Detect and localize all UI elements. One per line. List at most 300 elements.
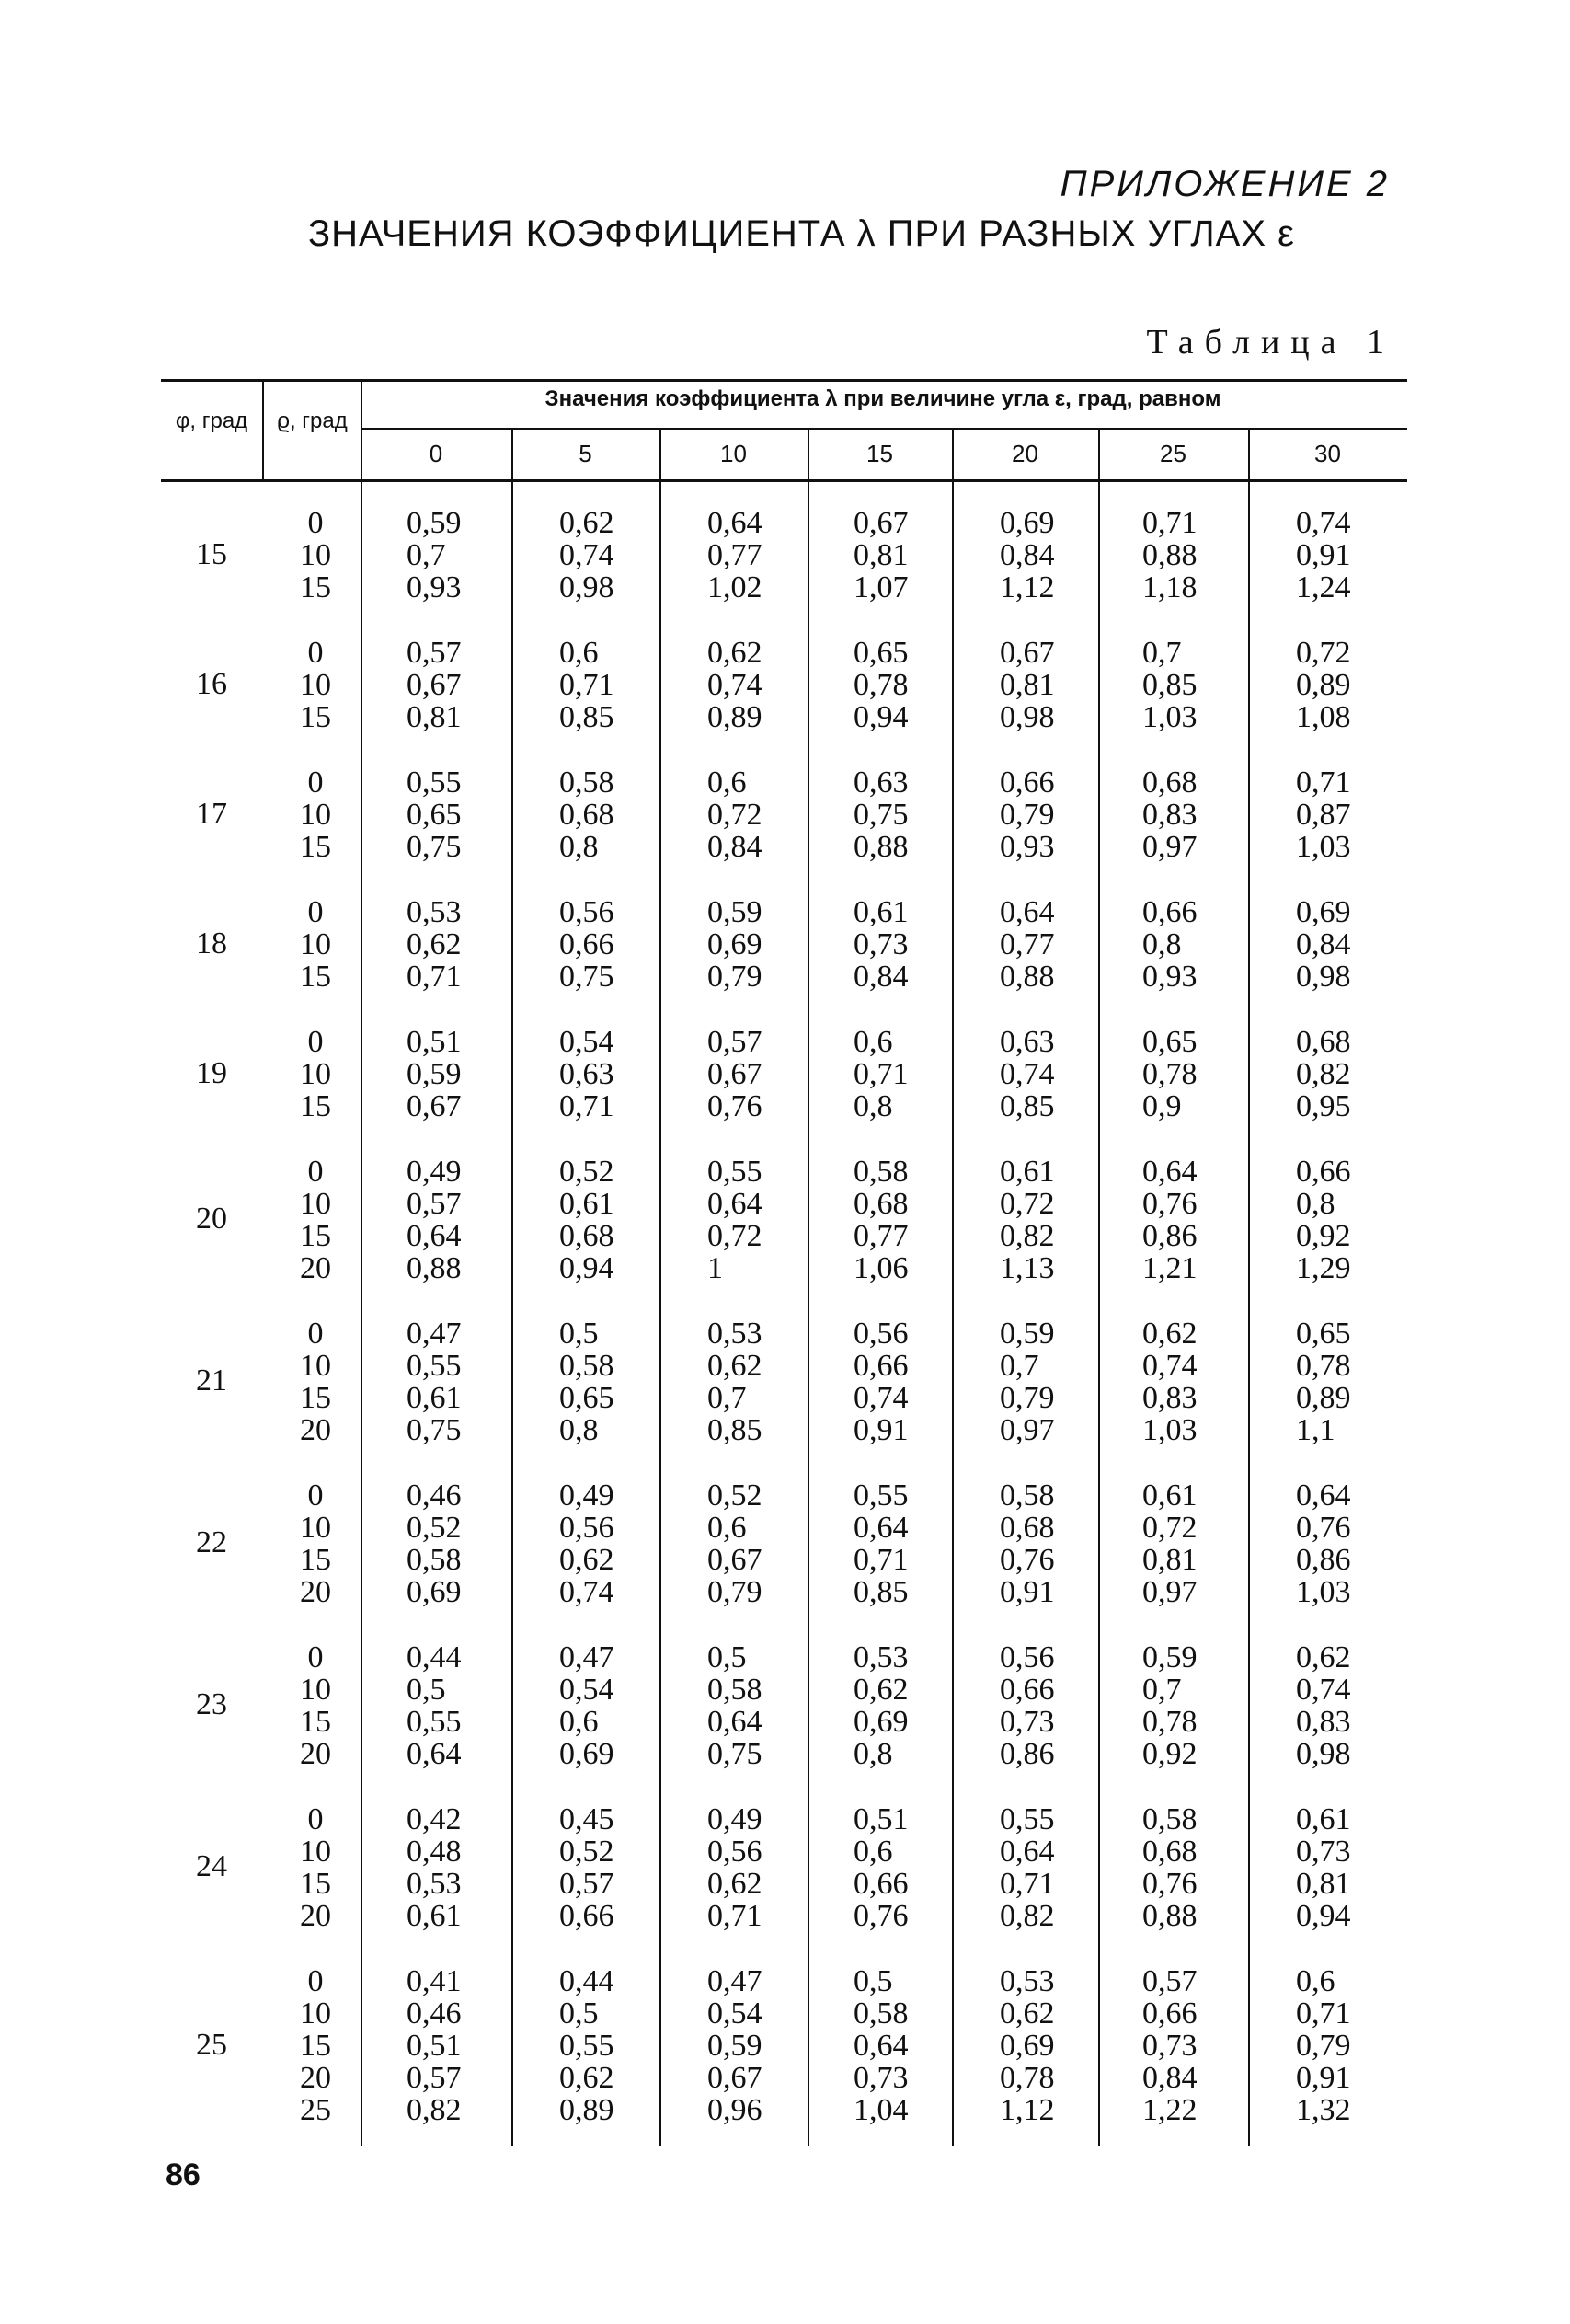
lambda-value: 0,64 [707, 506, 762, 540]
lambda-value: 0,66 [1296, 1155, 1351, 1189]
divider-rho-values [361, 379, 362, 2146]
lambda-value: 0,52 [559, 1835, 614, 1869]
page-number: 86 [166, 2157, 201, 2192]
table-top-rule [161, 379, 1407, 382]
lambda-value: 0,81 [407, 700, 462, 734]
lambda-value: 0,69 [854, 1705, 909, 1739]
header-bottom-rule [161, 479, 1407, 482]
lambda-value: 0,85 [1142, 668, 1198, 702]
lambda-value: 0,64 [707, 1187, 762, 1221]
lambda-value: 0,59 [407, 506, 462, 540]
lambda-value: 0,59 [1000, 1317, 1055, 1351]
lambda-value: 0,8 [1296, 1187, 1335, 1221]
lambda-value: 0,81 [854, 538, 909, 572]
lambda-value: 0,64 [707, 1705, 762, 1739]
lambda-value: 0,58 [1000, 1478, 1055, 1513]
lambda-value: 0,58 [854, 1996, 909, 2031]
phi-value: 23 [196, 1687, 227, 1721]
lambda-value: 0,67 [1000, 636, 1055, 670]
lambda-value: 0,91 [1296, 538, 1351, 572]
lambda-value: 0,84 [1000, 538, 1055, 572]
divider-eps-5 [511, 428, 513, 2146]
lambda-value: 0,89 [1296, 668, 1351, 702]
header-eps-0: 0 [429, 440, 443, 467]
table-label: Таблица 1 [1146, 323, 1395, 362]
lambda-value: 0,82 [1000, 1899, 1055, 1933]
lambda-value: 0,78 [1296, 1349, 1351, 1383]
lambda-value: 0,76 [1142, 1187, 1198, 1221]
lambda-value: 1,03 [1296, 830, 1351, 864]
lambda-value: 0,85 [854, 1575, 909, 1609]
rho-value: 0 [307, 1025, 324, 1059]
main-title: ЗНАЧЕНИЯ КОЭФФИЦИЕНТА λ ПРИ РАЗНЫХ УГЛАХ ε [308, 213, 1295, 254]
lambda-value: 0,47 [407, 1317, 462, 1351]
lambda-value: 0,56 [854, 1317, 909, 1351]
rho-value: 20 [300, 1575, 331, 1609]
rho-value: 0 [307, 1155, 324, 1189]
lambda-value: 0,5 [707, 1640, 747, 1674]
lambda-value: 0,85 [707, 1413, 762, 1447]
lambda-value: 0,85 [559, 700, 614, 734]
lambda-value: 0,76 [854, 1899, 909, 1933]
span-header-rule [361, 428, 1407, 430]
lambda-value: 0,8 [559, 1413, 599, 1447]
lambda-value: 0,61 [1000, 1155, 1055, 1189]
lambda-value: 0,54 [707, 1996, 762, 2031]
lambda-value: 0,44 [559, 1964, 614, 1998]
lambda-value: 0,49 [707, 1802, 762, 1836]
lambda-value: 0,8 [1142, 927, 1182, 961]
lambda-value: 0,78 [1142, 1705, 1198, 1739]
lambda-value: 0,62 [559, 1543, 614, 1577]
lambda-value: 0,71 [1296, 1996, 1351, 2031]
lambda-value: 0,86 [1296, 1543, 1351, 1577]
lambda-value: 0,59 [707, 2029, 762, 2063]
phi-value: 18 [196, 926, 227, 961]
lambda-value: 0,58 [559, 1349, 614, 1383]
lambda-value: 0,77 [707, 538, 762, 572]
lambda-value: 0,67 [407, 668, 462, 702]
divider-eps-15 [808, 428, 809, 2146]
lambda-value: 0,81 [1296, 1867, 1351, 1901]
lambda-value: 0,55 [407, 1705, 462, 1739]
lambda-value: 0,55 [407, 765, 462, 800]
lambda-value: 0,62 [1296, 1640, 1351, 1674]
lambda-value: 0,54 [559, 1673, 614, 1707]
lambda-value: 0,42 [407, 1802, 462, 1836]
rho-value: 10 [300, 538, 331, 572]
lambda-value: 0,75 [407, 1413, 462, 1447]
lambda-value: 0,68 [1296, 1025, 1351, 1059]
lambda-value: 0,61 [407, 1381, 462, 1415]
lambda-value: 0,85 [1000, 1089, 1055, 1123]
lambda-value: 0,64 [1000, 1835, 1055, 1869]
lambda-value: 0,63 [1000, 1025, 1055, 1059]
lambda-value: 0,76 [707, 1089, 762, 1123]
rho-value: 15 [300, 2029, 331, 2063]
lambda-value: 0,84 [1142, 2061, 1198, 2095]
lambda-value: 1,06 [854, 1251, 909, 1285]
divider-eps-20 [952, 428, 954, 2146]
lambda-value: 1,03 [1142, 700, 1198, 734]
rho-value: 10 [300, 1673, 331, 1707]
lambda-value: 0,61 [407, 1899, 462, 1933]
lambda-value: 0,6 [707, 1511, 747, 1545]
lambda-value: 0,82 [1296, 1057, 1351, 1091]
lambda-value: 0,72 [1296, 636, 1351, 670]
lambda-value: 0,72 [707, 798, 762, 832]
lambda-value: 1,12 [1000, 570, 1055, 604]
rho-value: 15 [300, 570, 331, 604]
lambda-value: 1,24 [1296, 570, 1351, 604]
lambda-value: 0,91 [854, 1413, 909, 1447]
lambda-value: 0,49 [407, 1155, 462, 1189]
lambda-value: 0,57 [707, 1025, 762, 1059]
lambda-value: 0,79 [707, 960, 762, 994]
lambda-value: 0,95 [1296, 1089, 1351, 1123]
lambda-value: 0,8 [559, 830, 599, 864]
lambda-value: 0,48 [407, 1835, 462, 1869]
header-eps-15: 15 [866, 440, 893, 467]
lambda-value: 0,69 [1000, 506, 1055, 540]
lambda-value: 0,57 [559, 1867, 614, 1901]
rho-value: 20 [300, 1251, 331, 1285]
lambda-value: 0,7 [1000, 1349, 1039, 1383]
rho-value: 15 [300, 700, 331, 734]
phi-value: 20 [196, 1202, 227, 1236]
lambda-value: 0,71 [1142, 506, 1198, 540]
lambda-value: 0,65 [407, 798, 462, 832]
lambda-value: 0,71 [407, 960, 462, 994]
lambda-value: 0,73 [854, 2061, 909, 2095]
divider-eps-25 [1098, 428, 1100, 2146]
lambda-value: 0,53 [407, 895, 462, 929]
lambda-value: 0,6 [559, 636, 599, 670]
rho-value: 0 [307, 895, 324, 929]
lambda-value: 0,74 [559, 1575, 614, 1609]
lambda-value: 1 [707, 1251, 723, 1285]
rho-value: 0 [307, 1478, 324, 1513]
lambda-value: 0,53 [407, 1867, 462, 1901]
phi-value: 25 [196, 2027, 227, 2062]
lambda-value: 0,5 [559, 1996, 599, 2031]
rho-value: 10 [300, 1187, 331, 1221]
lambda-value: 0,82 [407, 2093, 462, 2127]
lambda-value: 0,64 [1000, 895, 1055, 929]
lambda-value: 1,18 [1142, 570, 1198, 604]
lambda-value: 0,53 [1000, 1964, 1055, 1998]
lambda-value: 0,55 [559, 2029, 614, 2063]
lambda-value: 0,88 [1000, 960, 1055, 994]
lambda-value: 0,57 [407, 1187, 462, 1221]
phi-value: 22 [196, 1525, 227, 1559]
lambda-value: 0,64 [1142, 1155, 1198, 1189]
lambda-value: 0,64 [854, 1511, 909, 1545]
lambda-value: 0,74 [1000, 1057, 1055, 1091]
header-eps-30: 30 [1314, 440, 1341, 467]
lambda-value: 0,51 [407, 2029, 462, 2063]
lambda-value: 0,76 [1000, 1543, 1055, 1577]
header-span-label: Значения коэффициента λ при величине угла ε, град, равном [544, 386, 1221, 411]
lambda-value: 0,67 [707, 1543, 762, 1577]
lambda-value: 0,67 [707, 2061, 762, 2095]
header-phi: φ, град [175, 408, 248, 433]
lambda-value: 0,62 [559, 2061, 614, 2095]
lambda-value: 0,94 [1296, 1899, 1351, 1933]
lambda-value: 0,6 [707, 765, 747, 800]
rho-value: 15 [300, 1867, 331, 1901]
lambda-value: 0,86 [1142, 1219, 1198, 1253]
lambda-value: 0,71 [1000, 1867, 1055, 1901]
lambda-value: 0,79 [1000, 1381, 1055, 1415]
lambda-value: 0,91 [1000, 1575, 1055, 1609]
lambda-value: 0,75 [407, 830, 462, 864]
lambda-value: 0,64 [1296, 1478, 1351, 1513]
lambda-value: 1,08 [1296, 700, 1351, 734]
lambda-value: 0,65 [1296, 1317, 1351, 1351]
phi-value: 21 [196, 1363, 227, 1398]
lambda-value: 0,93 [1142, 960, 1198, 994]
rho-value: 0 [307, 506, 324, 540]
lambda-value: 1,21 [1142, 1251, 1198, 1285]
lambda-value: 0,56 [707, 1835, 762, 1869]
lambda-value: 0,57 [407, 636, 462, 670]
lambda-value: 0,74 [559, 538, 614, 572]
lambda-value: 0,83 [1142, 1381, 1198, 1415]
lambda-value: 0,65 [854, 636, 909, 670]
lambda-value: 0,57 [1142, 1964, 1198, 1998]
lambda-value: 0,58 [707, 1673, 762, 1707]
rho-value: 15 [300, 1705, 331, 1739]
lambda-value: 0,82 [1000, 1219, 1055, 1253]
lambda-value: 0,88 [1142, 538, 1198, 572]
lambda-value: 0,64 [854, 2029, 909, 2063]
lambda-value: 0,58 [559, 765, 614, 800]
lambda-value: 0,61 [559, 1187, 614, 1221]
lambda-value: 0,76 [1142, 1867, 1198, 1901]
lambda-value: 0,93 [407, 570, 462, 604]
lambda-value: 0,79 [1296, 2029, 1351, 2063]
lambda-value: 0,8 [854, 1737, 893, 1771]
lambda-value: 0,98 [1000, 700, 1055, 734]
lambda-value: 0,91 [1296, 2061, 1351, 2095]
lambda-value: 0,41 [407, 1964, 462, 1998]
lambda-value: 0,52 [407, 1511, 462, 1545]
rho-value: 10 [300, 798, 331, 832]
rho-value: 0 [307, 1802, 324, 1836]
rho-value: 10 [300, 927, 331, 961]
lambda-value: 0,56 [559, 1511, 614, 1545]
lambda-value: 1,04 [854, 2093, 909, 2127]
lambda-value: 0,69 [559, 1737, 614, 1771]
rho-value: 15 [300, 960, 331, 994]
divider-eps-10 [659, 428, 661, 2146]
lambda-value: 0,79 [1000, 798, 1055, 832]
rho-value: 20 [300, 1737, 331, 1771]
lambda-value: 0,62 [1142, 1317, 1198, 1351]
lambda-value: 0,66 [1142, 895, 1198, 929]
lambda-value: 0,7 [707, 1381, 747, 1415]
lambda-value: 0,81 [1000, 668, 1055, 702]
rho-value: 0 [307, 1640, 324, 1674]
header-eps-10: 10 [720, 440, 747, 467]
lambda-value: 1,12 [1000, 2093, 1055, 2127]
lambda-value: 0,66 [854, 1349, 909, 1383]
lambda-value: 0,49 [559, 1478, 614, 1513]
rho-value: 20 [300, 2061, 331, 2095]
rho-value: 15 [300, 1089, 331, 1123]
lambda-value: 0,73 [854, 927, 909, 961]
lambda-value: 0,6 [854, 1835, 893, 1869]
lambda-value: 0,66 [854, 1867, 909, 1901]
rho-value: 15 [300, 1219, 331, 1253]
lambda-value: 0,93 [1000, 830, 1055, 864]
lambda-value: 0,98 [559, 570, 614, 604]
lambda-value: 0,97 [1142, 830, 1198, 864]
lambda-value: 0,66 [559, 927, 614, 961]
lambda-value: 0,88 [854, 830, 909, 864]
lambda-value: 0,74 [1296, 506, 1351, 540]
phi-value: 17 [196, 796, 227, 831]
lambda-value: 0,59 [707, 895, 762, 929]
lambda-value: 0,77 [1000, 927, 1055, 961]
lambda-value: 0,69 [1000, 2029, 1055, 2063]
rho-value: 0 [307, 765, 324, 800]
lambda-value: 0,65 [1142, 1025, 1198, 1059]
lambda-value: 0,47 [707, 1964, 762, 1998]
rho-value: 15 [300, 1543, 331, 1577]
rho-value: 0 [307, 636, 324, 670]
lambda-value: 0,64 [407, 1219, 462, 1253]
lambda-value: 0,75 [707, 1737, 762, 1771]
lambda-value: 0,61 [1296, 1802, 1351, 1836]
header-eps-20: 20 [1012, 440, 1038, 467]
lambda-value: 0,67 [407, 1089, 462, 1123]
lambda-value: 0,51 [854, 1802, 909, 1836]
lambda-value: 0,61 [854, 895, 909, 929]
lambda-value: 1,03 [1142, 1413, 1198, 1447]
rho-value: 0 [307, 1964, 324, 1998]
lambda-value: 0,74 [1142, 1349, 1198, 1383]
lambda-value: 0,68 [1142, 765, 1198, 800]
lambda-value: 0,71 [854, 1543, 909, 1577]
divider-phi-rho [262, 379, 264, 480]
lambda-value: 0,83 [1296, 1705, 1351, 1739]
lambda-value: 0,5 [407, 1673, 446, 1707]
lambda-value: 0,89 [707, 700, 762, 734]
lambda-value: 0,68 [1000, 1511, 1055, 1545]
header-rho: ϱ, град [277, 408, 348, 433]
phi-value: 24 [196, 1849, 227, 1883]
lambda-value: 0,56 [1000, 1640, 1055, 1674]
rho-value: 10 [300, 1996, 331, 2031]
lambda-value: 0,53 [854, 1640, 909, 1674]
rho-value: 20 [300, 1413, 331, 1447]
lambda-value: 0,84 [854, 960, 909, 994]
lambda-value: 0,68 [854, 1187, 909, 1221]
lambda-value: 0,62 [407, 927, 462, 961]
lambda-value: 0,6 [854, 1025, 893, 1059]
lambda-value: 0,8 [854, 1089, 893, 1123]
lambda-value: 0,44 [407, 1640, 462, 1674]
lambda-value: 0,5 [559, 1317, 599, 1351]
lambda-value: 0,64 [407, 1737, 462, 1771]
lambda-value: 0,62 [559, 506, 614, 540]
lambda-value: 0,71 [707, 1899, 762, 1933]
rho-value: 10 [300, 1511, 331, 1545]
lambda-value: 0,69 [707, 927, 762, 961]
lambda-value: 1,1 [1296, 1413, 1335, 1447]
lambda-value: 0,65 [559, 1381, 614, 1415]
lambda-value: 0,98 [1296, 960, 1351, 994]
lambda-value: 0,75 [854, 798, 909, 832]
lambda-value: 0,54 [559, 1025, 614, 1059]
lambda-value: 0,69 [1296, 895, 1351, 929]
lambda-value: 1,13 [1000, 1251, 1055, 1285]
lambda-value: 0,7 [1142, 636, 1182, 670]
lambda-value: 0,67 [707, 1057, 762, 1091]
lambda-value: 0,66 [1000, 1673, 1055, 1707]
rho-value: 10 [300, 1349, 331, 1383]
rho-value: 10 [300, 1057, 331, 1091]
lambda-value: 0,94 [854, 700, 909, 734]
lambda-value: 1,07 [854, 570, 909, 604]
lambda-value: 0,53 [707, 1317, 762, 1351]
lambda-value: 0,72 [1142, 1511, 1198, 1545]
lambda-value: 0,73 [1142, 2029, 1198, 2063]
lambda-value: 0,74 [707, 668, 762, 702]
rho-value: 15 [300, 1381, 331, 1415]
lambda-value: 0,73 [1000, 1705, 1055, 1739]
lambda-value: 0,89 [1296, 1381, 1351, 1415]
lambda-value: 0,63 [559, 1057, 614, 1091]
lambda-value: 0,58 [1142, 1802, 1198, 1836]
lambda-value: 0,66 [1142, 1996, 1198, 2031]
lambda-value: 0,74 [854, 1381, 909, 1415]
lambda-value: 0,47 [559, 1640, 614, 1674]
lambda-value: 1,22 [1142, 2093, 1198, 2127]
lambda-value: 0,52 [559, 1155, 614, 1189]
lambda-value: 0,59 [1142, 1640, 1198, 1674]
lambda-value: 0,92 [1142, 1737, 1198, 1771]
lambda-value: 0,89 [559, 2093, 614, 2127]
lambda-value: 0,88 [407, 1251, 462, 1285]
lambda-value: 0,45 [559, 1802, 614, 1836]
lambda-value: 0,97 [1142, 1575, 1198, 1609]
lambda-value: 0,51 [407, 1025, 462, 1059]
lambda-value: 0,72 [1000, 1187, 1055, 1221]
lambda-value: 0,84 [1296, 927, 1351, 961]
lambda-value: 0,68 [559, 1219, 614, 1253]
lambda-value: 0,94 [559, 1251, 614, 1285]
lambda-value: 0,68 [559, 798, 614, 832]
lambda-value: 1,03 [1296, 1575, 1351, 1609]
lambda-value: 0,6 [559, 1705, 599, 1739]
lambda-value: 0,78 [1142, 1057, 1198, 1091]
lambda-value: 0,55 [707, 1155, 762, 1189]
lambda-value: 0,58 [854, 1155, 909, 1189]
lambda-value: 0,81 [1142, 1543, 1198, 1577]
lambda-value: 0,86 [1000, 1737, 1055, 1771]
lambda-value: 0,67 [854, 506, 909, 540]
lambda-value: 0,71 [1296, 765, 1351, 800]
lambda-value: 0,69 [407, 1575, 462, 1609]
lambda-value: 0,78 [1000, 2061, 1055, 2095]
lambda-value: 0,79 [707, 1575, 762, 1609]
lambda-value: 0,71 [559, 668, 614, 702]
lambda-value: 0,62 [707, 1867, 762, 1901]
lambda-value: 0,72 [707, 1219, 762, 1253]
